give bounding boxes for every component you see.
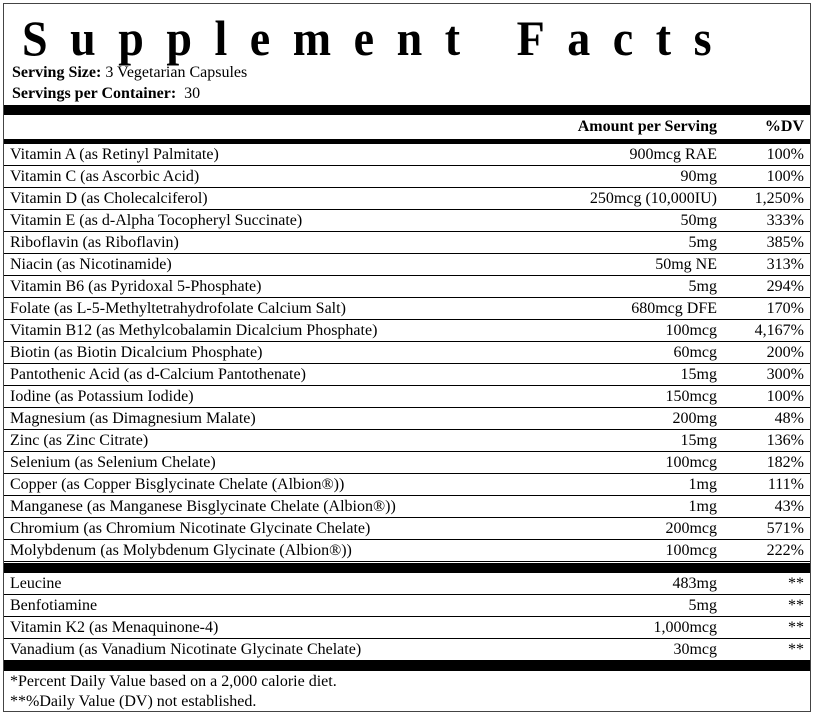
table-row xyxy=(4,617,810,639)
table-row xyxy=(4,364,810,386)
ingredient-dv: 100% xyxy=(766,388,804,405)
ingredient-dv: ** xyxy=(788,641,804,658)
ingredient-dv: 100% xyxy=(766,168,804,185)
table-row xyxy=(4,496,810,518)
ingredient-name: Vitamin C (as Ascorbic Acid) xyxy=(10,168,200,185)
ingredient-amount: 15mg xyxy=(680,432,717,449)
ingredient-dv: 4,167% xyxy=(754,322,804,339)
ingredient-dv: 1,250% xyxy=(754,190,804,207)
table-row xyxy=(4,254,810,276)
ingredient-name: Vitamin E (as d-Alpha Tocopheryl Succinate) xyxy=(10,212,303,229)
ingredient-name: Vitamin A (as Retinyl Palmitate) xyxy=(10,146,219,163)
ingredient-name: Benfotiamine xyxy=(10,597,98,614)
ingredient-amount: 100mcg xyxy=(665,454,717,471)
ingredient-amount: 5mg xyxy=(688,597,717,614)
table-row xyxy=(4,595,810,617)
table-row xyxy=(4,386,810,408)
ingredient-amount: 250mcg (10,000IU) xyxy=(589,190,717,207)
ingredient-name: Chromium (as Chromium Nicotinate Glycinate Chelate) xyxy=(10,520,371,537)
ingredient-amount: 200mcg xyxy=(665,520,717,537)
ingredient-dv: 385% xyxy=(766,234,804,251)
table-header xyxy=(4,116,810,138)
ingredient-amount: 60mcg xyxy=(673,344,717,361)
ingredient-name: Riboflavin (as Riboflavin) xyxy=(10,234,179,251)
divider-thick xyxy=(4,105,810,115)
ingredient-dv: ** xyxy=(788,597,804,614)
ingredient-name: Niacin (as Nicotinamide) xyxy=(10,256,172,273)
serving-size-label: Serving Size: xyxy=(12,64,102,81)
ingredient-amount: 150mcg xyxy=(665,388,717,405)
ingredient-amount: 680mcg DFE xyxy=(631,300,717,317)
ingredient-dv: 48% xyxy=(774,410,804,427)
table-row xyxy=(4,320,810,342)
ingredient-dv: 294% xyxy=(766,278,804,295)
table-row xyxy=(4,342,810,364)
ingredient-name: Biotin (as Biotin Dicalcium Phosphate) xyxy=(10,344,263,361)
ingredient-dv: 111% xyxy=(767,476,804,493)
ingredient-name: Vanadium (as Vanadium Nicotinate Glycinate Chelate) xyxy=(10,641,362,658)
table-row xyxy=(4,430,810,452)
ingredient-name: Manganese (as Manganese Bisglycinate Chelate (Albion®)) xyxy=(10,498,396,515)
table-row xyxy=(4,474,810,496)
ingredient-name: Vitamin B6 (as Pyridoxal 5-Phosphate) xyxy=(10,278,262,295)
ingredient-dv: 170% xyxy=(766,300,804,317)
ingredient-name: Vitamin K2 (as Menaquinone-4) xyxy=(10,619,219,636)
ingredient-dv: 313% xyxy=(766,256,804,273)
ingredient-amount: 1mg xyxy=(688,498,717,515)
table-row xyxy=(4,408,810,430)
ingredient-name: Iodine (as Potassium Iodide) xyxy=(10,388,194,405)
ingredient-name: Copper (as Copper Bisglycinate Chelate (Albion®)) xyxy=(10,476,345,493)
table-row xyxy=(4,298,810,320)
ingredient-name: Zinc (as Zinc Citrate) xyxy=(10,432,149,449)
table-row xyxy=(4,210,810,232)
ingredient-amount: 15mg xyxy=(680,366,717,383)
ingredient-name: Pantothenic Acid (as d-Calcium Pantothenate) xyxy=(10,366,306,383)
table-row xyxy=(4,639,810,661)
ingredient-dv: 300% xyxy=(766,366,804,383)
supplement-facts-panel xyxy=(3,3,811,712)
page-title: Supplement Facts xyxy=(22,10,735,66)
ingredient-name: Selenium (as Selenium Chelate) xyxy=(10,454,216,471)
table-row xyxy=(4,540,810,562)
footnote-not-established: **%Daily Value (DV) not established. xyxy=(10,693,257,710)
ingredient-dv: 222% xyxy=(766,542,804,559)
ingredient-dv: 136% xyxy=(766,432,804,449)
ingredient-dv: 571% xyxy=(766,520,804,537)
ingredient-dv: 200% xyxy=(766,344,804,361)
ingredient-dv: ** xyxy=(788,575,804,592)
ingredient-name: Vitamin B12 (as Methylcobalamin Dicalcium Phosphate) xyxy=(10,322,378,339)
ingredient-amount: 5mg xyxy=(688,278,717,295)
divider-thick xyxy=(4,661,810,671)
ingredient-dv: 100% xyxy=(766,146,804,163)
divider-thick xyxy=(4,563,810,573)
ingredient-amount: 100mcg xyxy=(665,322,717,339)
table-row xyxy=(4,518,810,540)
ingredient-dv: ** xyxy=(788,619,804,636)
ingredient-amount: 1,000mcg xyxy=(653,619,717,636)
serving-size-value: 3 Vegetarian Capsules xyxy=(101,64,248,81)
table-row xyxy=(4,276,810,298)
ingredient-amount: 30mcg xyxy=(673,641,717,658)
serving-size xyxy=(12,63,247,83)
ingredient-amount: 90mg xyxy=(680,168,717,185)
header-dv: %DV xyxy=(764,118,804,135)
table-row xyxy=(4,232,810,254)
ingredient-name: Leucine xyxy=(10,575,62,592)
ingredient-name: Magnesium (as Dimagnesium Malate) xyxy=(10,410,256,427)
ingredient-dv: 182% xyxy=(766,454,804,471)
header-amount: Amount per Serving xyxy=(577,118,717,135)
ingredient-amount: 1mg xyxy=(688,476,717,493)
ingredient-dv: 333% xyxy=(766,212,804,229)
ingredient-name: Molybdenum (as Molybdenum Glycinate (Albion®)) xyxy=(10,542,352,559)
footnote-dv: *Percent Daily Value based on a 2,000 calorie diet. xyxy=(10,673,337,690)
servings-per-container xyxy=(12,84,200,104)
ingredient-amount: 50mg NE xyxy=(655,256,717,273)
ingredient-amount: 483mg xyxy=(672,575,717,592)
ingredient-name: Folate (as L-5-Methyltetrahydrofolate Calcium Salt) xyxy=(10,300,346,317)
ingredient-amount: 5mg xyxy=(688,234,717,251)
table-row xyxy=(4,573,810,595)
ingredient-amount: 900mcg RAE xyxy=(629,146,717,163)
servings-label: Servings per Container: xyxy=(12,85,177,102)
servings-value: 30 xyxy=(176,85,201,102)
table-row xyxy=(4,166,810,188)
table-row xyxy=(4,144,810,166)
table-row xyxy=(4,188,810,210)
table-row xyxy=(4,452,810,474)
ingredient-amount: 200mg xyxy=(672,410,717,427)
ingredient-name: Vitamin D (as Cholecalciferol) xyxy=(10,190,208,207)
ingredient-amount: 50mg xyxy=(680,212,717,229)
ingredient-dv: 43% xyxy=(774,498,804,515)
ingredient-amount: 100mcg xyxy=(665,542,717,559)
